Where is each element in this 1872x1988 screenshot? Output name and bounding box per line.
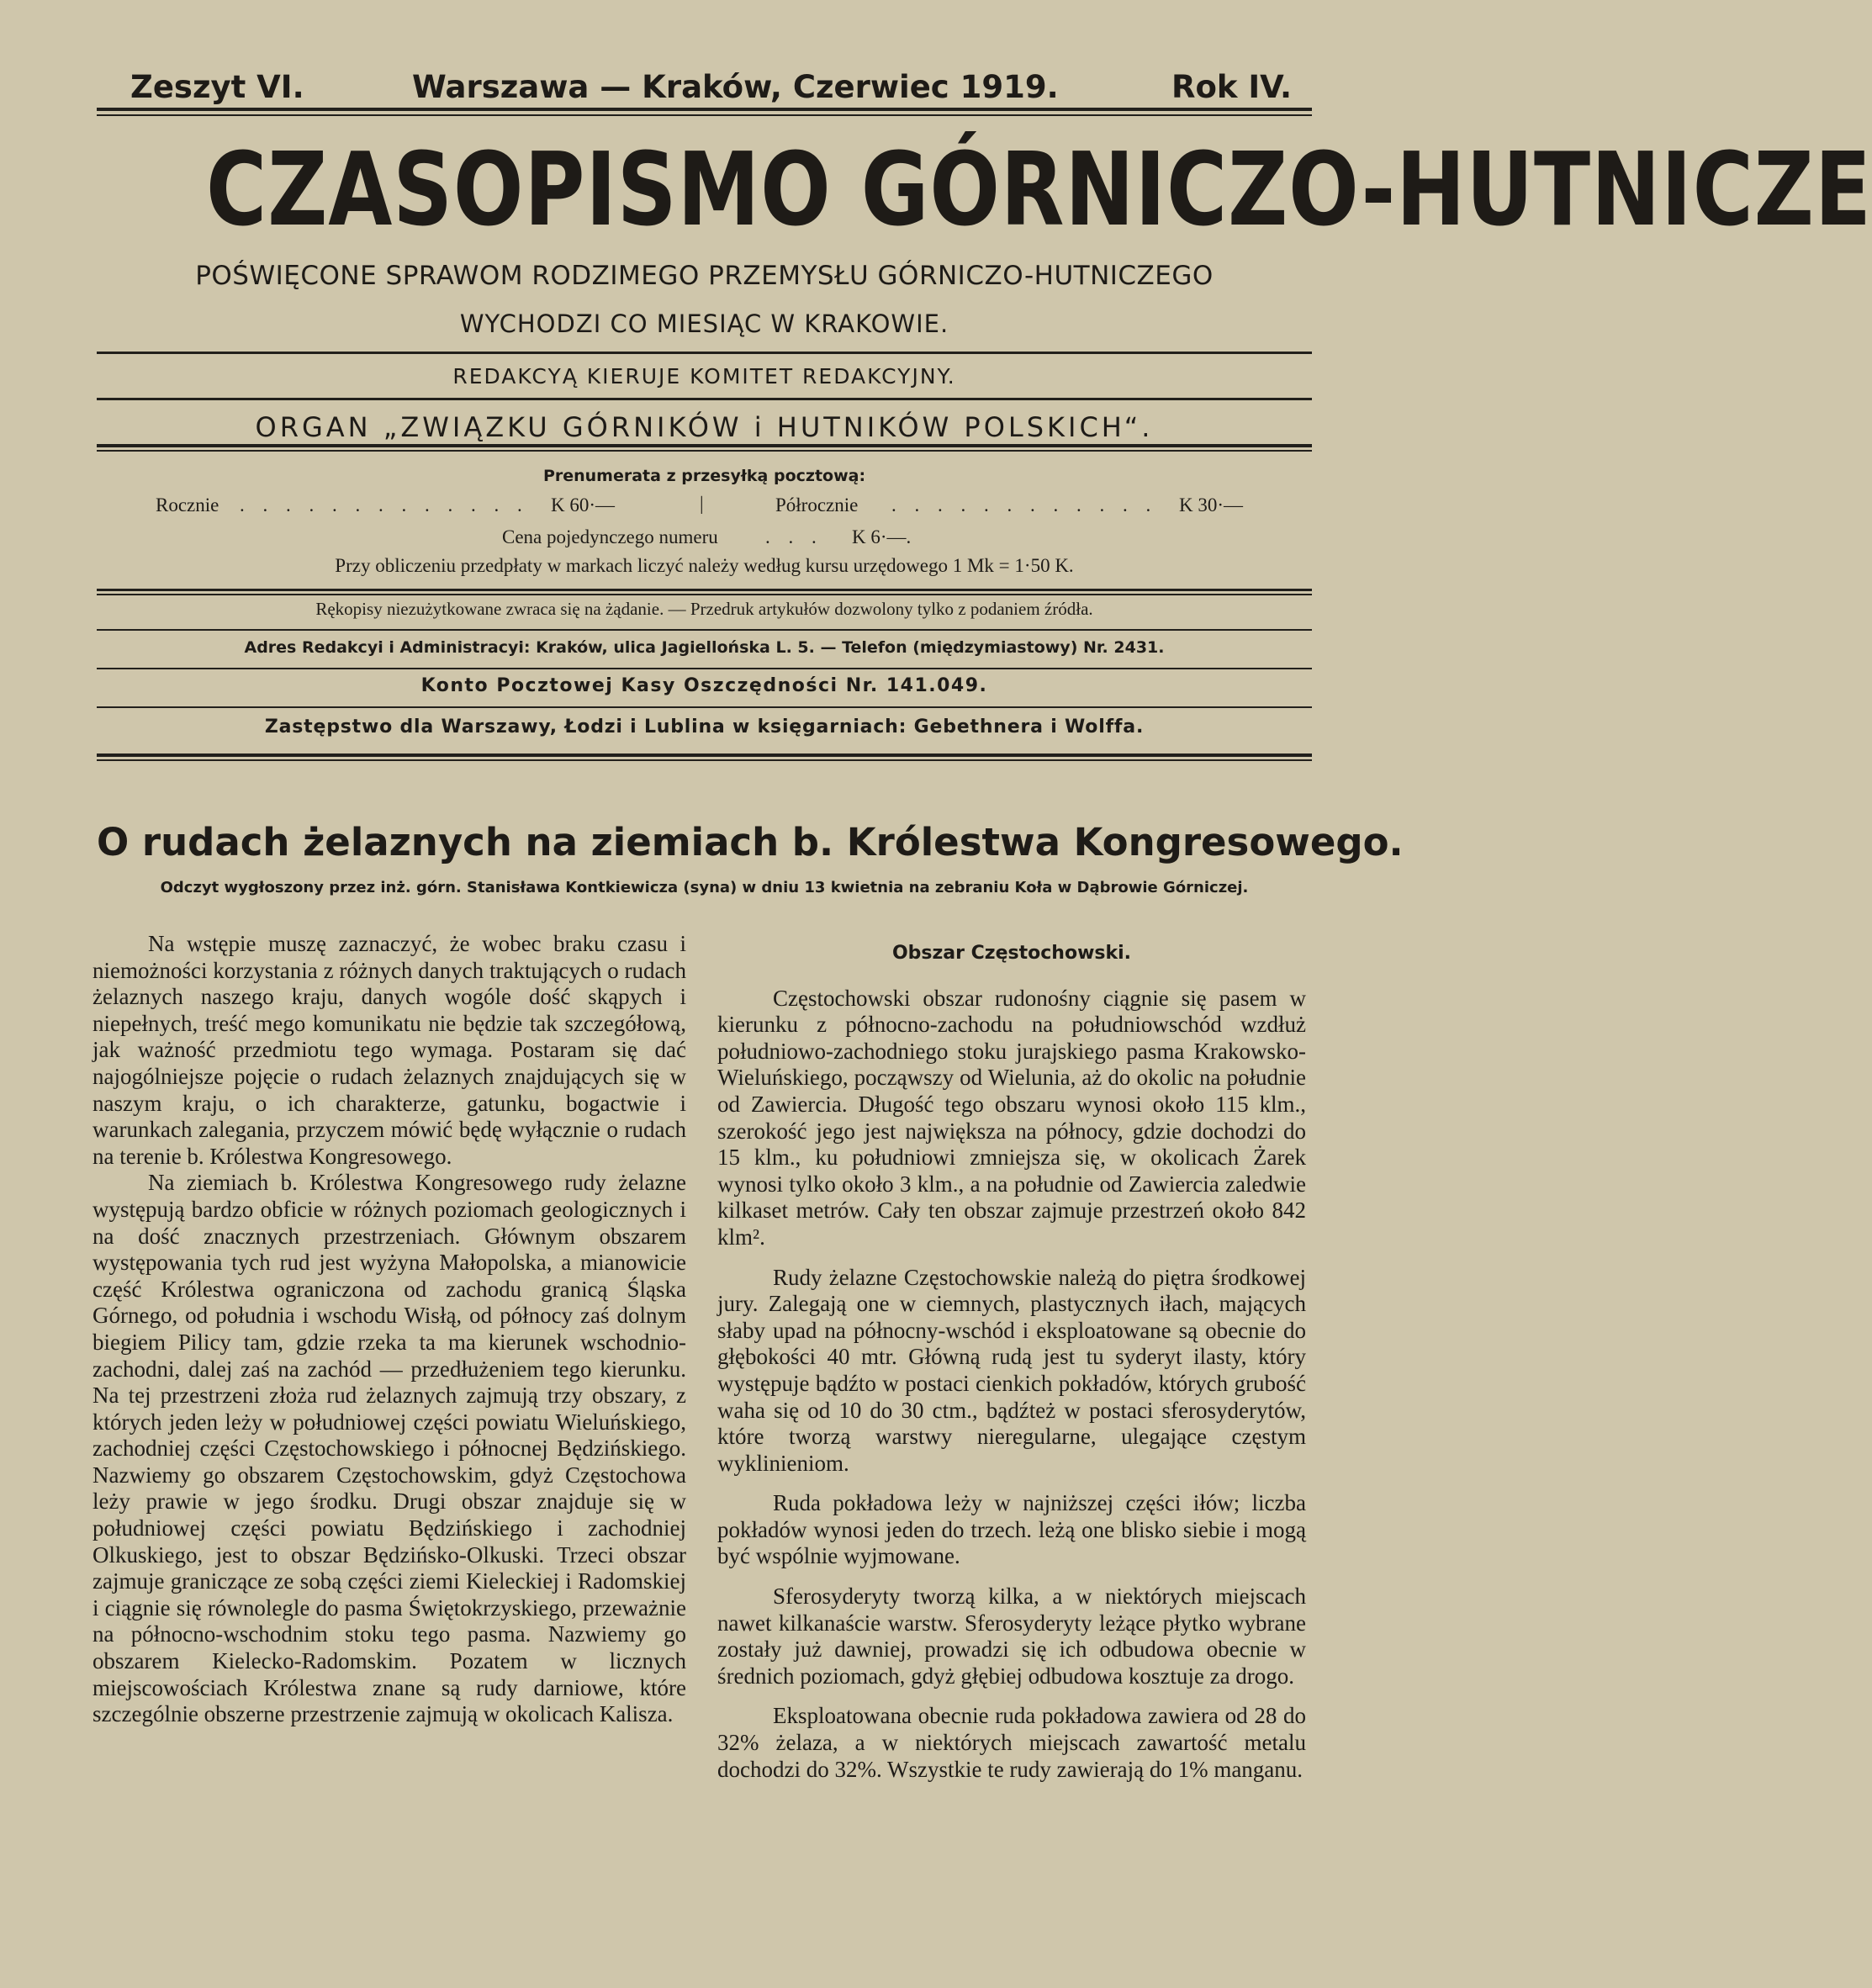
halfyear-price: K 30·— [1179, 494, 1244, 516]
single-issue-label: Cena pojedynczego numeru [502, 526, 718, 547]
rule-4 [97, 450, 1312, 452]
leader-dots-3: . . . [765, 526, 823, 547]
halfyear-label: Półrocznie [775, 494, 859, 516]
right-column [717, 940, 1306, 1783]
paragraph: Rudy żelazne Częstochowskie należą do piętra środkowej jury. Zalegają one w ciemnych, plastycznych iłach, mających słaby upad na północny-wschód i eksploatowane są obecnie do głębokości 40 mtr. Główną rudą jest tu syderyt ilasty, który występuje bądźto w postaci cienkich pokładów, których grubość waha się od 10 do 30 ctm., bądźteż w postaci sferosyderytów, które tworzą warstwy nieregularne, ulegające częstym wyklinieniom. [717, 1264, 1306, 1476]
single-issue-price: K 6·—. [852, 526, 912, 547]
rule-8 [97, 668, 1312, 669]
rule-9 [97, 706, 1312, 708]
place-date: Warszawa — Kraków, Czerwiec 1919. [412, 69, 1059, 105]
price-separator: | [700, 493, 704, 514]
section-heading: Obszar Częstochowski. [891, 943, 1132, 964]
masthead-subtitle: POŚWIĘCONE SPRAWOM RODZIMEGO PRZEMYSŁU GÓRNICZO-HUTNICZEGO [195, 261, 1214, 291]
rule-3 [97, 444, 1312, 447]
rule-11 [97, 759, 1312, 761]
rule-2 [97, 398, 1312, 400]
paragraph: Na wstępie muszę zaznaczyć, że wobec braku czasu i niemożności korzystania z różnych danych traktujących o rudach żelaznych naszego kraju, danych wogóle dość skąpych i niepełnych, treść mego komunikatu nie będzie tak szczegółową, jak ważność przedmiotu tego wymaga. Postaram się dać najogólniejsze pojęcie o rudach żelaznych znajdujących się w naszym kraju, o ich charakterze, gatunku, bogactwie i warunkach zalegania, przyczem mówić będę wyłącznie o rudach na terenie b. Królestwa Kongresowego. [93, 931, 686, 1169]
leader-dots-1: . . . . . . . . . . . . . [240, 494, 529, 516]
subscription-heading: Prenumerata z przesyłką pocztową: [542, 467, 866, 485]
address-notice: Adres Redakcyi i Administracyi: Kraków, ulica Jagiellońska L. 5. — Telefon (międzymiastowy) Nr. 2431. [244, 638, 1165, 657]
account-notice: Konto Pocztowej Kasy Oszczędności Nr. 141.049. [420, 675, 988, 696]
rule-6 [97, 594, 1312, 595]
rule-5 [97, 589, 1312, 591]
issue-header [97, 69, 1308, 109]
left-column [93, 931, 686, 1728]
conversion-note: Przy obliczeniu przedpłaty w markach liczyć należy według kursu urzędowego 1 Mk = 1·50 K. [335, 555, 1074, 576]
volume-year: Rok IV. [1171, 69, 1293, 105]
manuscripts-notice: Rękopisy niezużytkowane zwraca się na żądanie. — Przedruk artykułów dozwolony tylko z podaniem źródła. [315, 599, 1093, 619]
rule-7 [97, 629, 1312, 631]
leader-dots-2: . . . . . . . . . . . . [891, 494, 1158, 516]
paragraph: Na ziemiach b. Królestwa Kongresowego rudy żelazne występują bardzo obficie w różnych poziomach geologicznych i na dość znacznych przestrzeniach. Głównym obszarem występowania tych rud jest wyżyna Małopolska, a mianowicie część Królestwa ograniczona od zachodu granicą Śląska Górnego, od południa i wschodu Wisłą, od północy zaś dolnym biegiem Pilicy tam, gdzie rzeka ta ma kierunek wschodnio-zachodni, dalej zaś na zachód — przedłużeniem tego kierunku. Na tej przestrzeni złoża rud żelaznych zajmują trzy obszary, z których jeden leży w południowej części powiatu Wieluńskiego, zachodniej części Częstochowskiego i północnej Będzińskiego. Nazwiemy go obszarem Częstochowskim, gdyż Częstochowa leży prawie w jego środku. Drugi obszar znajduje się w południowej części powiatu Będzińskiego i zachodniej Olkuskiego, jest to obszar Będzińsko-Olkuski. Trzeci obszar zajmuje graniczące ze sobą części ziemi Kieleckiej i Radomskiej i ciągnie się równolegle do pasma Świętokrzyskiego, przeważnie na północno-wschodnim stoku tego pasma. Nazwiemy go obszarem Kielecko-Radomskim. Pozatem w licznych miejscowościach Królestwa znane są rudy darniowe, które szczególnie obszerne przestrzenie zajmują w okolicach Kalisza. [93, 1170, 686, 1727]
article-byline: Odczyt wygłoszony przez inż. górn. Stanisława Kontkiewicza (syna) w dniu 13 kwietnia na zebraniu Koła w Dąbrowie Górniczej. [160, 879, 1249, 896]
editorial-committee: REDAKCYĄ KIERUJE KOMITET REDAKCYJNY. [452, 364, 956, 389]
header-rule-thin [97, 114, 1312, 116]
masthead-title: CZASOPISMO GÓRNICZO-HUTNICZE [206, 132, 1872, 249]
paragraph: Eksploatowana obecnie ruda pokładowa zawiera od 28 do 32% żelaza, a w niektórych miejscach zawartość metalu dochodzi do 32%. Wszystkie te rudy zawierają do 1% manganu. [717, 1703, 1306, 1782]
yearly-price: K 60·— [551, 494, 616, 516]
header-rule-thick [97, 108, 1312, 111]
organ-line: ORGAN „ZWIĄZKU GÓRNIKÓW i HUTNIKÓW POLSKICH“. [255, 411, 1154, 443]
agency-notice: Zastępstwo dla Warszawy, Łodzi i Lublina w księgarniach: Gebethnera i Wolffa. [264, 716, 1145, 738]
article-title: O rudach żelaznych na ziemiach b. Królestwa Kongresowego. [97, 820, 1404, 864]
rule-10 [97, 753, 1312, 757]
masthead-frequency: WYCHODZI CO MIESIĄC W KRAKOWIE. [459, 309, 949, 338]
paragraph: Częstochowski obszar rudonośny ciągnie się pasem w kierunku z północno-zachodu na południowschód wzdłuż południowo-zachodniego stoku jurajskiego pasma Krakowsko-Wieluńskiego, począwszy od Wielunia, aż do okolic na południe od Zawiercia. Długość tego obszaru wynosi około 115 klm., szerokość jego jest największa na północy, gdzie dochodzi do 15 klm., ku południowi zmniejsza się, w okolicach Żarek wynosi tylko około 3 klm., a na południe od Zawiercia zaledwie kilkaset metrów. Cały ten obszar zajmuje przestrzeń około 842 klm². [717, 985, 1306, 1250]
paragraph: Ruda pokładowa leży w najniższej części iłów; liczba pokładów wynosi jeden do trzech. leżą one blisko siebie i mogą być wspólnie wyjmowane. [717, 1490, 1306, 1569]
issue-number: Zeszyt VI. [130, 69, 304, 105]
yearly-label: Rocznie [156, 494, 219, 516]
paragraph: Sferosyderyty tworzą kilka, a w niektórych miejscach nawet kilkanaście warstw. Sferosyderyty leżące płytko wybrane zostały już dawniej, prowadzi się ich odbudowa obecnie w średnich poziomach, gdyż głębiej odbudowa kosztuje za drogo. [717, 1584, 1306, 1689]
rule-1 [97, 352, 1312, 354]
